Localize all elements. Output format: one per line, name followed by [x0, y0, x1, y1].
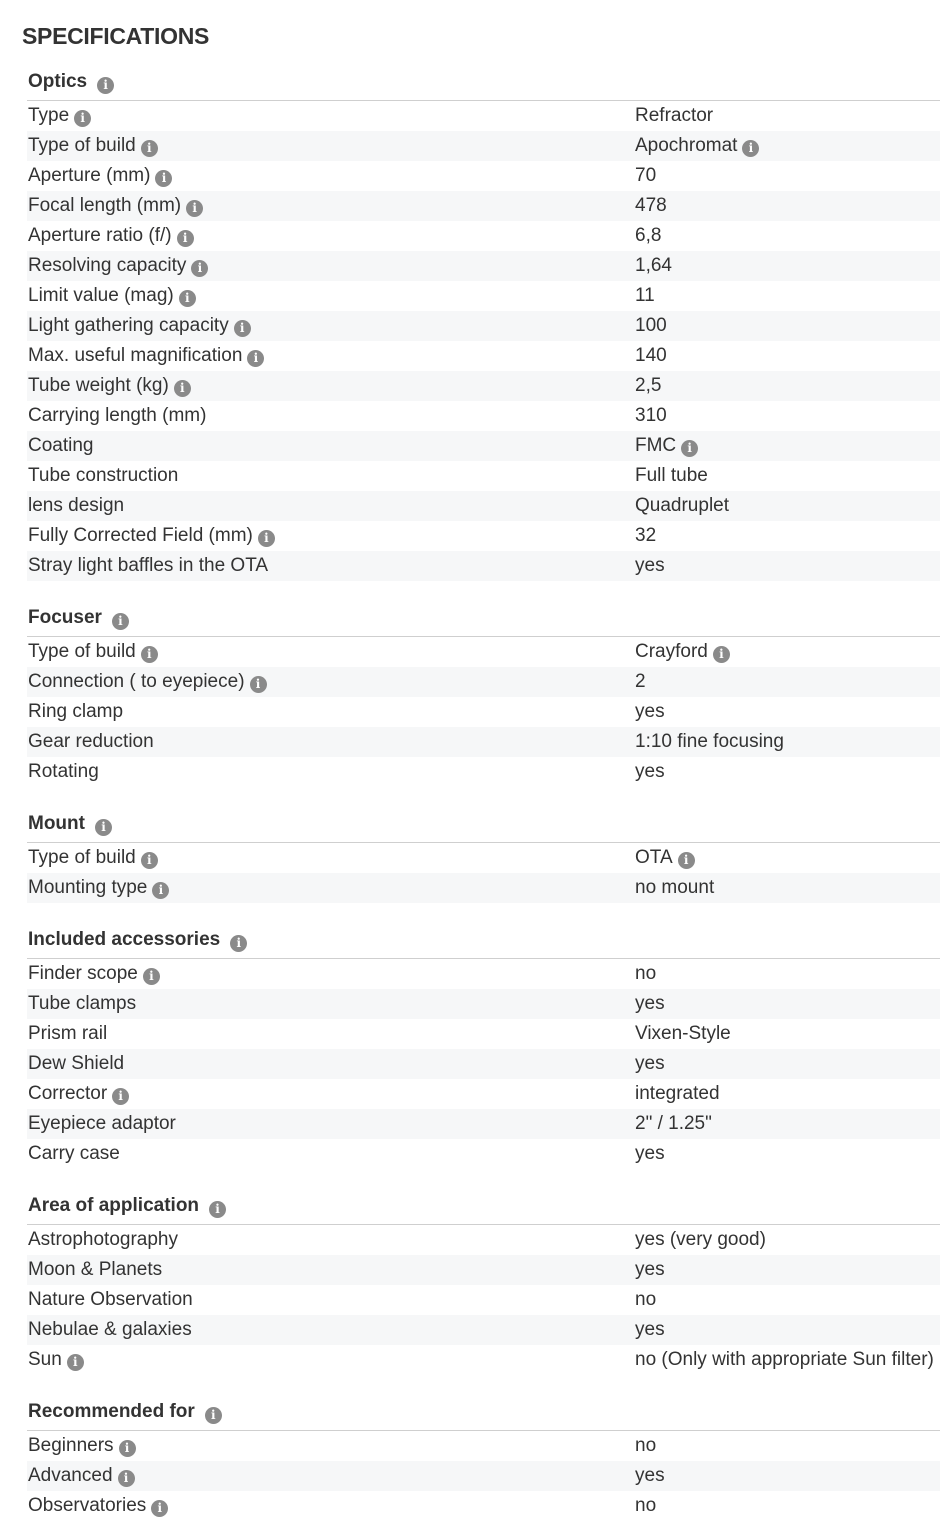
spec-value: 32 — [635, 525, 657, 546]
info-icon[interactable]: i — [713, 646, 730, 663]
section-title-text: Recommended for — [28, 1401, 195, 1422]
spec-value-cell — [635, 161, 656, 191]
info-icon[interactable]: i — [74, 110, 91, 127]
spec-label: Stray light baffles in the OTA — [28, 555, 269, 576]
table-row — [27, 341, 940, 371]
spec-value: no (Only with appropriate Sun filter) — [635, 1349, 934, 1370]
spec-label: Finder scope — [28, 963, 138, 984]
spec-label-cell — [28, 161, 172, 191]
table-row — [27, 401, 940, 431]
section-title-text: Optics — [28, 71, 88, 92]
spec-label: Tube clamps — [28, 993, 137, 1014]
spec-value: OTA — [635, 847, 673, 868]
spec-section-mount — [27, 806, 940, 903]
spec-value-cell — [635, 1315, 665, 1345]
section-title-text: Included accessories — [28, 929, 221, 950]
spec-label: Limit value (mag) — [28, 285, 174, 306]
spec-value-cell — [635, 401, 667, 431]
spec-label: Aperture ratio (f/) — [28, 225, 172, 246]
section-title — [28, 929, 247, 952]
spec-label-cell — [28, 637, 158, 667]
spec-value: 11 — [635, 285, 655, 306]
table-row — [27, 1315, 940, 1345]
spec-label: Type — [28, 105, 70, 126]
spec-label-cell — [28, 221, 194, 251]
spec-label-cell — [28, 1019, 107, 1049]
spec-value: yes — [635, 993, 665, 1014]
table-row — [27, 727, 940, 757]
info-icon[interactable]: i — [174, 380, 191, 397]
spec-label-cell — [28, 697, 123, 727]
table-row — [27, 491, 940, 521]
spec-value-cell — [635, 959, 656, 989]
spec-value: 70 — [635, 165, 657, 186]
section-title — [28, 1195, 226, 1218]
spec-value: 1,64 — [635, 255, 672, 276]
spec-label: Beginners — [28, 1435, 114, 1456]
spec-label-cell — [28, 1079, 129, 1109]
spec-label: Prism rail — [28, 1023, 108, 1044]
table-row — [27, 1431, 940, 1461]
info-icon[interactable]: i — [247, 350, 264, 367]
spec-label: Type of build — [28, 847, 136, 868]
table-row — [27, 843, 940, 873]
info-icon[interactable]: i — [152, 882, 169, 899]
table-row — [27, 1139, 940, 1169]
spec-label-cell — [28, 281, 196, 311]
spec-label-cell — [28, 757, 99, 787]
spec-label-cell — [28, 959, 160, 989]
table-row — [27, 1019, 940, 1049]
spec-value-cell — [635, 491, 729, 521]
spec-label-cell — [28, 101, 91, 131]
spec-label-cell — [28, 311, 251, 341]
info-icon[interactable]: i — [258, 530, 275, 547]
spec-label-cell — [28, 461, 178, 491]
spec-value: Apochromat — [635, 135, 738, 156]
table-row — [27, 989, 940, 1019]
spec-value-cell — [635, 521, 656, 551]
table-row — [27, 221, 940, 251]
table-row — [27, 551, 940, 581]
spec-label-cell — [28, 1431, 136, 1461]
spec-label: Type of build — [28, 135, 136, 156]
spec-value-cell — [635, 1285, 656, 1315]
info-icon[interactable]: i — [179, 290, 196, 307]
table-row — [27, 431, 940, 461]
spec-label-cell — [28, 1049, 124, 1079]
spec-value-cell — [635, 697, 665, 727]
table-row — [27, 461, 940, 491]
spec-value: 1:10 fine focusing — [635, 731, 784, 752]
section-header — [27, 600, 940, 637]
spec-label: Nature Observation — [28, 1289, 193, 1310]
spec-value-cell — [635, 1049, 665, 1079]
spec-label-cell — [28, 551, 268, 581]
spec-value: yes — [635, 555, 665, 576]
spec-label: Resolving capacity — [28, 255, 187, 276]
info-icon[interactable]: i — [143, 968, 160, 985]
spec-label-cell — [28, 341, 264, 371]
spec-value: Quadruplet — [635, 495, 730, 516]
spec-value-cell — [635, 431, 698, 461]
spec-value-cell — [635, 843, 695, 873]
info-icon[interactable]: i — [112, 1088, 129, 1105]
spec-section-optics — [27, 64, 940, 581]
spec-value-cell — [635, 1079, 720, 1109]
spec-value: 2 — [635, 671, 646, 692]
spec-value: FMC — [635, 435, 677, 456]
spec-value: no mount — [635, 877, 715, 898]
spec-label: Max. useful magnification — [28, 345, 243, 366]
spec-value: yes (very good) — [635, 1229, 766, 1250]
info-icon[interactable]: i — [97, 77, 114, 94]
info-icon[interactable]: i — [205, 1407, 222, 1424]
info-icon[interactable]: i — [118, 1470, 135, 1487]
info-icon[interactable]: i — [141, 646, 158, 663]
table-row — [27, 101, 940, 131]
spec-label: Rotating — [28, 761, 99, 782]
spec-value-cell — [635, 281, 655, 311]
spec-value: Full tube — [635, 465, 708, 486]
table-row — [27, 191, 940, 221]
spec-label-cell — [28, 843, 158, 873]
spec-label-cell — [28, 1139, 120, 1169]
spec-label: Observatories — [28, 1495, 147, 1516]
spec-value-cell — [635, 251, 672, 281]
page-title: SPECIFICATIONS — [22, 23, 210, 50]
spec-value-cell — [635, 341, 667, 371]
spec-value: no — [635, 1289, 657, 1310]
info-icon[interactable]: i — [186, 200, 203, 217]
spec-value-cell — [635, 131, 759, 161]
info-icon[interactable]: i — [250, 676, 267, 693]
info-icon[interactable]: i — [95, 819, 112, 836]
info-icon[interactable]: i — [209, 1201, 226, 1218]
spec-label-cell — [28, 873, 169, 903]
info-icon[interactable]: i — [681, 440, 698, 457]
spec-section-recommended-for — [27, 1394, 940, 1521]
table-row — [27, 697, 940, 727]
table-row — [27, 1285, 940, 1315]
section-title-text: Focuser — [28, 607, 102, 628]
spec-label: Aperture (mm) — [28, 165, 151, 186]
spec-value-cell — [635, 1431, 656, 1461]
spec-value: 100 — [635, 315, 667, 336]
section-header — [27, 1188, 940, 1225]
spec-label: Advanced — [28, 1465, 113, 1486]
spec-label-cell — [28, 1315, 192, 1345]
spec-label: Coating — [28, 435, 94, 456]
spec-value-cell — [635, 1139, 665, 1169]
section-title — [28, 1401, 222, 1424]
spec-label-cell — [28, 1491, 168, 1521]
spec-value-cell — [635, 1461, 665, 1491]
spec-value: yes — [635, 1319, 665, 1340]
spec-label: Mounting type — [28, 877, 148, 898]
spec-label-cell — [28, 1461, 135, 1491]
spec-value-cell — [635, 667, 646, 697]
spec-value: Vixen-Style — [635, 1023, 731, 1044]
info-icon[interactable]: i — [141, 140, 158, 157]
table-row — [27, 521, 940, 551]
table-row — [27, 251, 940, 281]
spec-value-cell — [635, 461, 708, 491]
spec-value: Refractor — [635, 105, 714, 126]
spec-value-cell — [635, 727, 784, 757]
spec-label: Corrector — [28, 1083, 108, 1104]
table-row — [27, 1461, 940, 1491]
spec-label-cell — [28, 491, 124, 521]
spec-label: Connection ( to eyepiece) — [28, 671, 245, 692]
spec-value-cell — [635, 873, 714, 903]
spec-section-area-of-application — [27, 1188, 940, 1375]
info-icon[interactable]: i — [67, 1354, 84, 1371]
section-title-text: Mount — [28, 813, 85, 834]
section-title — [28, 813, 112, 836]
spec-label: Nebulae & galaxies — [28, 1319, 192, 1340]
spec-label-cell — [28, 251, 208, 281]
spec-label: Carrying length (mm) — [28, 405, 207, 426]
spec-label: Tube weight (kg) — [28, 375, 169, 396]
spec-label: Light gathering capacity — [28, 315, 229, 336]
table-row — [27, 757, 940, 787]
spec-value: yes — [635, 1465, 665, 1486]
section-header — [27, 806, 940, 843]
spec-label: Carry case — [28, 1143, 120, 1164]
spec-label-cell — [28, 1225, 178, 1255]
section-header — [27, 1394, 940, 1431]
spec-label: Dew Shield — [28, 1053, 125, 1074]
table-row — [27, 873, 940, 903]
info-icon[interactable]: i — [141, 852, 158, 869]
spec-value-cell — [635, 1345, 934, 1375]
section-header — [27, 922, 940, 959]
table-row — [27, 311, 940, 341]
spec-label: Ring clamp — [28, 701, 124, 722]
info-icon[interactable]: i — [742, 140, 759, 157]
section-title — [28, 71, 114, 94]
spec-value-cell — [635, 1255, 665, 1285]
spec-value-cell — [635, 191, 667, 221]
spec-value: 2,5 — [635, 375, 662, 396]
table-row — [27, 1109, 940, 1139]
spec-value: no — [635, 1435, 657, 1456]
spec-value: yes — [635, 1053, 665, 1074]
spec-value-cell — [635, 757, 665, 787]
spec-value-cell — [635, 1019, 731, 1049]
table-row — [27, 161, 940, 191]
spec-label-cell — [28, 371, 191, 401]
spec-label-cell — [28, 191, 203, 221]
spec-section-focuser — [27, 600, 940, 787]
table-row — [27, 1345, 940, 1375]
spec-value-cell — [635, 551, 665, 581]
spec-value: 2" / 1.25" — [635, 1113, 712, 1134]
table-row — [27, 1491, 940, 1521]
spec-label-cell — [28, 401, 206, 431]
spec-value: no — [635, 963, 657, 984]
spec-label-cell — [28, 1109, 176, 1139]
spec-value-cell — [635, 637, 730, 667]
info-icon[interactable]: i — [234, 320, 251, 337]
spec-value-cell — [635, 1225, 766, 1255]
spec-value-cell — [635, 101, 713, 131]
spec-label-cell — [28, 1285, 193, 1315]
info-icon[interactable]: i — [678, 852, 695, 869]
spec-value-cell — [635, 311, 667, 341]
spec-label: Tube construction — [28, 465, 179, 486]
section-header — [27, 64, 940, 101]
spec-label-cell — [28, 131, 158, 161]
spec-value: 478 — [635, 195, 667, 216]
spec-value-cell — [635, 371, 661, 401]
spec-label-cell — [28, 431, 94, 461]
spec-label-cell — [28, 521, 275, 551]
spec-label-cell — [28, 727, 154, 757]
spec-label-cell — [28, 1255, 162, 1285]
spec-value-cell — [635, 221, 661, 251]
info-icon[interactable]: i — [155, 170, 172, 187]
spec-section-included-accessories — [27, 922, 940, 1169]
spec-value: integrated — [635, 1083, 720, 1104]
spec-label: Eyepiece adaptor — [28, 1113, 176, 1134]
info-icon[interactable]: i — [112, 613, 129, 630]
table-row — [27, 1225, 940, 1255]
spec-label: Sun — [28, 1349, 62, 1370]
spec-value-cell — [635, 1491, 656, 1521]
spec-label: Fully Corrected Field (mm) — [28, 525, 253, 546]
spec-label: Astrophotography — [28, 1229, 178, 1250]
spec-value: yes — [635, 1143, 665, 1164]
table-row — [27, 959, 940, 989]
info-icon[interactable]: i — [119, 1440, 136, 1457]
spec-value: yes — [635, 701, 665, 722]
spec-value: no — [635, 1495, 657, 1516]
section-title-text: Area of application — [28, 1195, 200, 1216]
spec-value-cell — [635, 1109, 712, 1139]
table-row — [27, 281, 940, 311]
table-row — [27, 667, 940, 697]
spec-label-cell — [28, 989, 136, 1019]
spec-value: yes — [635, 1259, 665, 1280]
spec-label: Moon & Planets — [28, 1259, 163, 1280]
table-row — [27, 131, 940, 161]
table-row — [27, 637, 940, 667]
table-row — [27, 1255, 940, 1285]
spec-label-cell — [28, 1345, 84, 1375]
info-icon[interactable]: i — [230, 935, 247, 952]
spec-value: 6,8 — [635, 225, 662, 246]
section-title — [28, 607, 129, 630]
spec-label: Focal length (mm) — [28, 195, 182, 216]
spec-value-cell — [635, 989, 665, 1019]
table-row — [27, 1049, 940, 1079]
table-row — [27, 1079, 940, 1109]
spec-value: Crayford — [635, 641, 708, 662]
spec-label: Gear reduction — [28, 731, 154, 752]
spec-label: lens design — [28, 495, 125, 516]
spec-value: yes — [635, 761, 665, 782]
info-icon[interactable]: i — [177, 230, 194, 247]
info-icon[interactable]: i — [191, 260, 208, 277]
spec-label: Type of build — [28, 641, 136, 662]
info-icon[interactable]: i — [151, 1500, 168, 1517]
spec-label-cell — [28, 667, 267, 697]
spec-value: 310 — [635, 405, 667, 426]
spec-value: 140 — [635, 345, 667, 366]
table-row — [27, 371, 940, 401]
